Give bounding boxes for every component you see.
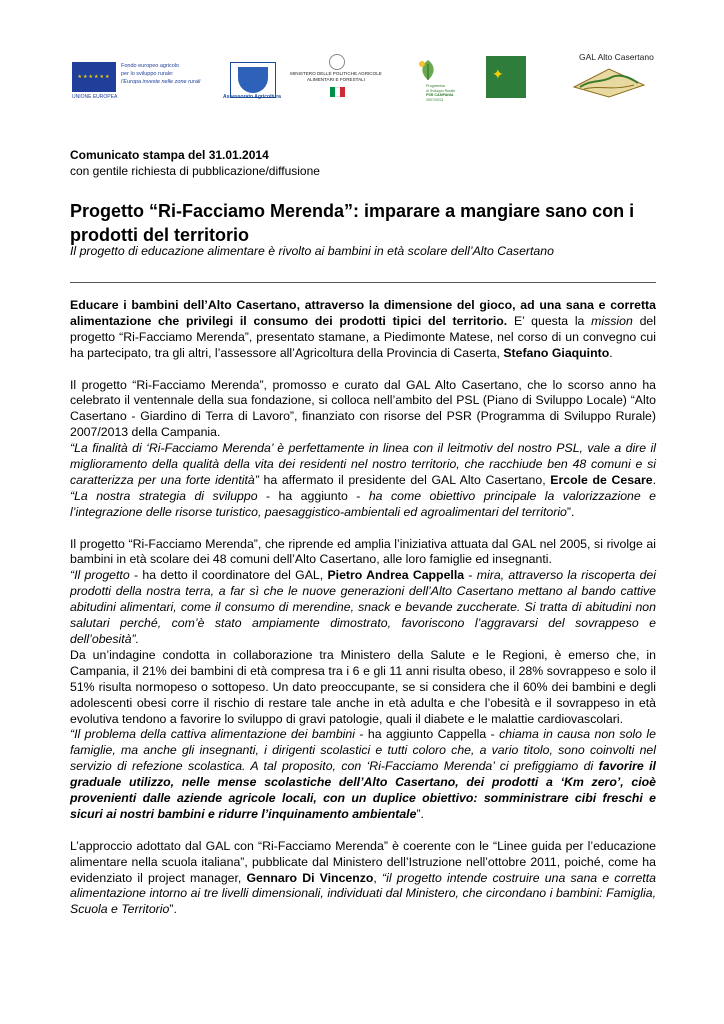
ministry-line: MINISTERO DELLE POLITICHE AGRICOLE	[290, 71, 382, 76]
quote-italic: mira, attraverso la riscoperta dei prodotti della nostra terra, a far sì che le nuove generazioni dell’Alto Casertano mettano al bando cattive abitudini alimentari, come il consumo di merendine, snack e bevande zuccherate. Si tratta di abitudini non salutari perché, com’è stato ampiamente dimostrato, favoriscono l’aggravarsi del sovrappeso e dell’obesità”.	[70, 568, 656, 646]
quote-bold-italic: favorire il graduale utilizzo, nelle mense scolastiche dell’Alto Casertano, dei prodotti a ‘Km zero’, cioè provenienti dalle aziende agricole locali, con un duplice obiettivo: somministrare cibi freschi e sicuri ai nostri bambini e ridurre l’inquinamento ambientale	[70, 759, 656, 821]
spacer	[70, 362, 656, 378]
page-subtitle: Il progetto di educazione alimentare è rivolto ai bambini in età scolare dell’Alto Casertano	[70, 244, 554, 258]
paragraph-7	[70, 727, 656, 822]
text: ha affermato il presidente del GAL Alto Casertano,	[258, 472, 551, 487]
person-name: Gennaro Di Vincenzo	[246, 870, 374, 885]
psr-leaf-icon	[416, 58, 440, 82]
text: ”.	[416, 806, 424, 821]
paragraph-1	[70, 298, 656, 362]
divider	[70, 282, 656, 283]
text: del progetto “Ri-Facciamo Merenda”, presentato stamane, a Piedimonte Matese, nel corso di un convegno cui ha partecipato, tra gli altri, l’assessore all’Agricoltura della Provincia di Caserta,	[70, 313, 656, 360]
quote-italic: chiama in causa non solo le famiglie, ma anche gli insegnanti, i dirigenti scolastici e tutti coloro che, a vario titolo, sono coinvolti nel servizio di refezione scolastica. A tal proposito, con ‘Ri-Facciamo Merenda’ ci prefiggiamo di	[70, 727, 656, 774]
paragraph-4: Il progetto “Ri-Facciamo Merenda”, che riprende ed amplia l’iniziativa attuata dal GAL nel 2005, si rivolge ai bambini in età scolare dei 48 comuni dell’Alto Casertano, alle loro famiglie ed insegnanti.	[70, 536, 656, 567]
leader-logo	[486, 56, 526, 98]
psr-line: di Sviluppo Rurale	[426, 88, 456, 93]
press-release-note: con gentile richiesta di pubblicazione/diffusione	[70, 164, 320, 178]
text: ”.	[169, 902, 177, 917]
eu-text-line: Fondo europeo agricolo	[121, 63, 180, 69]
paragraph-6: Da un’indagine condotta in collaborazione tra Ministero della Salute e le Regioni, è emerso che, in Campania, il 21% dei bambini di età compresa tra i 6 e gli 11 anni risulta obeso, il 28% sovrappeso e solo il 51% risulta normopeso o sottopeso. Un dato preoccupante, se si considera che il 60% dei bambini e degli adolescenti obesi corre il rischio di restare tale anche in età adulta e che l’obesità e il sovrappeso in età evolutiva tendono a favorire lo sviluppo di gravi patologie, quali il diabete e le malattie cardiovascolari.	[70, 647, 656, 726]
campania-caption: Assessorato Agricoltura	[223, 94, 281, 100]
person-name: Stefano Giaquinto	[503, 345, 610, 360]
psr-text	[426, 84, 466, 102]
quote-italic: “il progetto intende costruire una sana e corretta alimentazione intorno ai tre livelli dimensionali, individuati dal Ministero, che circondano i bambini: Famiglia, Scuola e Territorio	[70, 870, 656, 917]
text-italic: mission	[591, 313, 633, 328]
text: ”.	[566, 504, 575, 519]
text: ,	[373, 870, 382, 885]
text: - ha aggiunto -	[257, 488, 369, 503]
eu-caption: UNIONE EUROPEA	[72, 94, 118, 100]
paragraph-5	[70, 568, 656, 648]
article-body	[70, 298, 656, 918]
text: - ha aggiunto Cappella -	[354, 727, 500, 742]
quote-italic: “La nostra strategia di sviluppo	[70, 488, 258, 503]
text: E’ questa la	[513, 313, 592, 328]
italian-flag-icon	[330, 87, 345, 97]
paragraph-3	[70, 441, 656, 521]
quote-italic: “Il progetto	[70, 568, 130, 583]
logo-strip	[0, 48, 724, 108]
italian-emblem-icon	[329, 54, 345, 70]
leader-star-icon: ✦	[492, 66, 504, 82]
campania-logo	[230, 62, 276, 98]
person-name: Ercole de Cesare	[550, 472, 653, 487]
paragraph-2: Il progetto “Ri-Facciamo Merenda”, promosso e curato dal GAL Alto Casertano, che lo scorso anno ha celebrato il ventennale della sua fondazione, si colloca nell’ambito del PSL (Piano di Sviluppo Locale) “Alto Casertano - Giardino di Terra di Lavoro”, finanziato con risorse del PSR (Programma di Sviluppo Rurale) 2007/2013 della Campania.	[70, 377, 656, 440]
quote-italic: “La finalità di ‘Ri-Facciamo Merenda’ è perfettamente in linea con il leitmotiv del nostro PSL, vale a dire il miglioramento della qualità della vita dei residenti nel nostro territorio, che racchiude ben 48 comuni e si caratterizza per una forte identità”	[70, 441, 656, 487]
eu-flag-logo	[72, 62, 116, 92]
press-release-date: Comunicato stampa del 31.01.2014	[70, 148, 269, 162]
ministry-text	[288, 71, 384, 83]
page-title: Progetto “Ri-Facciamo Merenda”: imparare a mangiare sano con i prodotti del territorio	[70, 201, 635, 245]
eu-fund-text	[121, 62, 213, 86]
text: .	[609, 345, 613, 360]
person-name: Pietro Andrea Cappella	[327, 568, 465, 583]
paragraph-8	[70, 839, 656, 919]
eu-text-line: per lo sviluppo rurale:	[121, 71, 174, 77]
text: -	[464, 568, 477, 583]
text: .	[652, 472, 656, 487]
text: - ha detto il coordinatore del GAL,	[129, 568, 328, 583]
lead-bold-text: Educare i bambini dell’Alto Casertano, attraverso la dimensione del gioco, ad una sana e corretta alimentazione che privilegi il consumo dei prodotti tipici del territorio.	[70, 298, 656, 328]
spacer	[70, 521, 656, 537]
gal-title: GAL Alto Casertano	[579, 52, 654, 62]
psr-line: 2007/2013	[426, 97, 443, 102]
eu-text-line: l'Europa investe nelle zone rurali	[121, 79, 201, 85]
psr-line: Programma	[426, 84, 445, 88]
quote-italic: ha come obiettivo principale la valorizzazione e l’integrazione delle risorse turistico, paesaggistico-ambientali ed agroalimentari del territorio	[70, 488, 657, 519]
campania-shield-icon	[238, 67, 268, 93]
eu-stars-icon: ★★★★★★	[77, 74, 111, 80]
quote-italic: “Il problema della cattiva alimentazione dei bambini	[70, 727, 355, 742]
text: L’approccio adottato dal GAL con “Ri-Facciamo Merenda” è coerente con le “Linee guida per l’educazione alimentare nella scuola italiana”, pubblicate dal Ministero dell’Istruzione nell’ottobre 2011, poiché, come ha evidenziato il project manager,	[70, 838, 656, 885]
ministry-line: ALIMENTARI E FORESTALI	[306, 77, 366, 82]
spacer	[70, 823, 656, 839]
psr-line: PSR CAMPANIA	[426, 93, 454, 97]
gal-alto-casertano-logo	[572, 65, 646, 99]
